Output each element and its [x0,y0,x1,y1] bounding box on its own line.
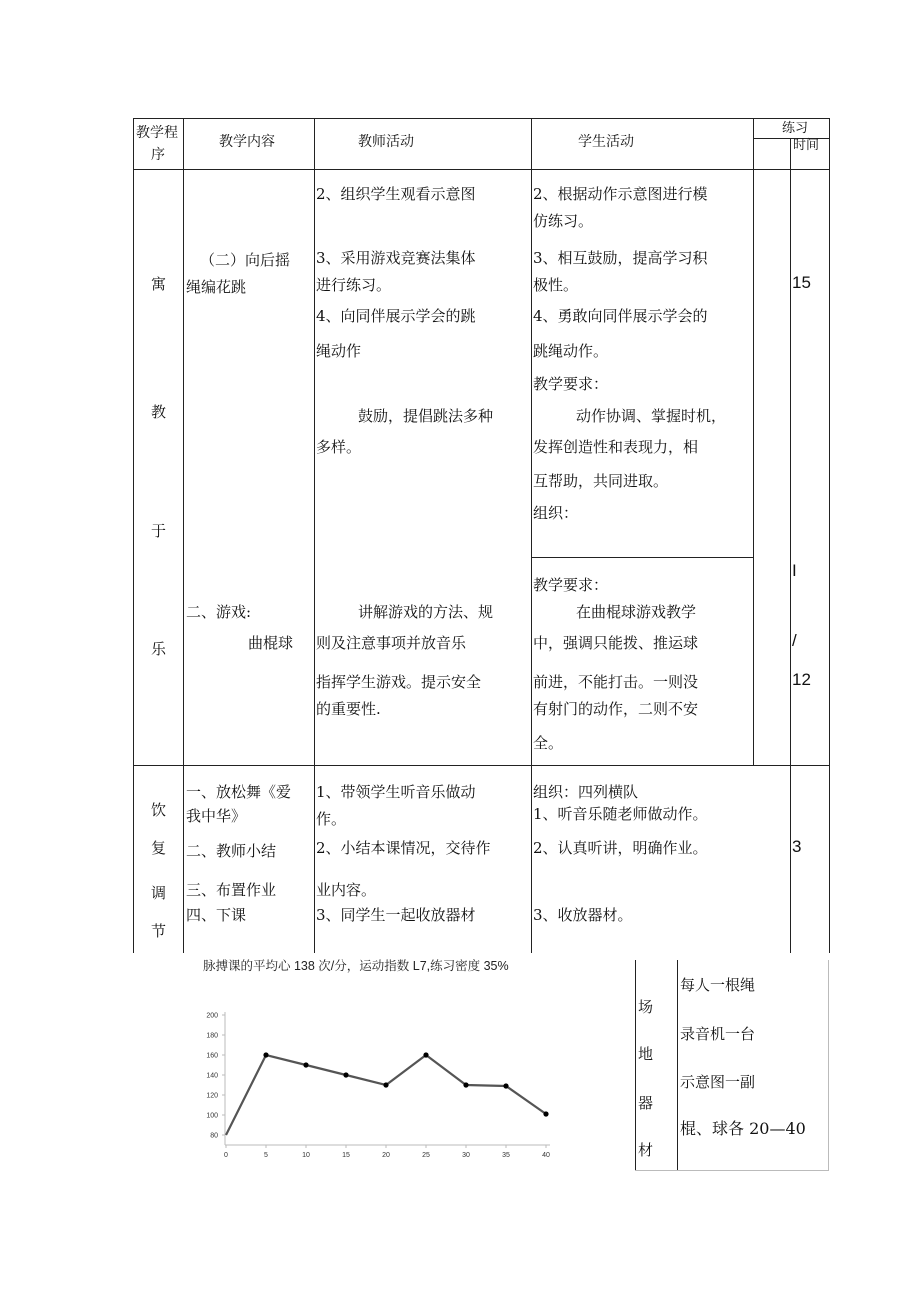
x-tick-label: 5 [264,1152,268,1159]
phase-char-4: 乐 [151,640,167,658]
col-line-1 [183,118,184,953]
data-point [343,1072,348,1077]
student-line: 1、听音乐随老师做动作。 [533,805,708,823]
x-tick-label: 30 [462,1152,470,1159]
teacher-line: 绳动作 [316,342,362,360]
teacher-line: 指挥学生游戏。提示安全 [316,673,482,691]
equipment-item: 棍、球各 20—40 [680,1119,806,1138]
data-point [423,1052,428,1057]
phase-char-1: 饮 [151,801,167,819]
equipment-border-right [828,960,829,1171]
student-line: 组织：四列横队 [533,783,639,801]
teacher-line: 则及注意事项并放音乐 [316,634,467,652]
student-line: 极性。 [533,276,579,294]
y-tick-label: 100 [206,1112,218,1120]
student-subdivider-line [531,557,753,558]
student-line: 全。 [533,734,564,752]
teacher-line: 4、向同伴展示学会的跳 [316,307,476,325]
student-line: 仿练习。 [533,212,594,230]
content-item-2b: 曲棍球 [248,634,294,652]
equipment-item: 示意图一副 [680,1073,756,1091]
x-tick-label: 20 [382,1152,390,1159]
x-tick-label: 40 [542,1152,550,1159]
table-border-top [133,118,830,119]
phase-char-4: 节 [151,922,167,940]
col-line-3 [531,118,532,953]
equipment-border-bottom [635,1170,829,1171]
y-tick-label: 80 [210,1132,218,1140]
y-tick-label: 180 [206,1032,218,1040]
x-tick-label: 25 [422,1152,430,1159]
content-line: 我中华》 [186,807,247,825]
student-line: 2、认真听讲，明确作业。 [533,839,708,857]
x-tick-label: 35 [502,1152,510,1159]
equipment-item: 录音机一台 [680,1025,756,1043]
section-divider-line [133,765,830,766]
equipment-divider [677,960,678,1171]
student-line: 3、收放器材。 [533,906,633,924]
teacher-line: 3、采用游戏竞赛法集体 [316,249,476,267]
equipment-label-char: 场 [638,998,654,1016]
equipment-label-char: 器 [638,1094,654,1112]
x-tick-label: 0 [224,1152,228,1159]
table-border-right [829,118,830,953]
phase-char-2: 教 [151,403,167,421]
data-point [503,1083,508,1088]
x-tick-label: 15 [342,1152,350,1159]
y-tick-label: 120 [206,1092,218,1100]
equipment-item: 每人一根绳 [680,976,756,994]
student-line: 2、根据动作示意图进行模 [533,185,708,203]
content-line: 三、布置作业 [186,881,277,899]
data-point [463,1082,468,1087]
student-line: 教学要求： [533,375,609,393]
student-line: 3、相互鼓励，提高学习积 [533,249,708,267]
phase-char-1: 寓 [151,275,167,293]
col-line-5 [790,138,791,953]
content-line: 一、放松舞《爱 [186,783,292,801]
student-line: 4、勇敢向同伴展示学会的 [533,307,708,325]
x-tick-label: 10 [302,1152,310,1159]
phase-char-2: 复 [151,839,167,857]
teacher-line: 业内容。 [316,881,377,899]
header-col1-line1: 教学程 [136,125,178,141]
table-border-left [133,118,134,953]
practice-time-2b: / [792,631,797,650]
col-line-4 [753,118,754,765]
data-point [383,1082,388,1087]
header-col4: 学生活动 [578,134,634,150]
phase-char-3: 调 [151,884,167,902]
data-point [263,1052,268,1057]
practice-time-1: 15 [792,273,811,292]
content-item-1a: （二）向后摇 [200,251,291,269]
content-line: 二、教师小结 [186,842,277,860]
teacher-line: 2、组织学生观看示意图 [316,185,476,203]
content-line: 四、下课 [186,906,247,924]
student-line: 有射门的动作，二则不安 [533,700,699,718]
practice-time-2a: I [792,561,797,580]
student-line: 组织： [533,504,579,522]
data-point [543,1111,548,1116]
header-col2: 教学内容 [219,134,275,150]
teacher-line: 2、小结本课情况，交待作 [316,839,491,857]
chart-title: 脉搏课的平均心 138 次/分，运动指数 L7,练习密度 35% [203,959,509,973]
header-col5-bottom: 时间 [793,137,820,152]
student-line: 中，强调只能拨、推运球 [533,634,699,652]
teacher-line: 多样。 [316,438,362,456]
header-col3: 教师活动 [358,134,414,150]
data-point [303,1062,308,1067]
content-item-2a: 二、游戏: [186,603,252,621]
teacher-line: 作。 [316,810,347,828]
teacher-line: 1、带领学生听音乐做动 [316,783,476,801]
y-tick-label: 160 [206,1052,218,1060]
header-col5-top: 练习 [782,120,809,135]
teacher-line: 进行练习。 [316,276,392,294]
equipment-label-char: 材 [638,1141,654,1159]
header-bottom-line [133,169,830,170]
equipment-border-left [635,960,636,1171]
teacher-line: 讲解游戏的方法、规 [358,603,494,621]
student-line: 教学要求： [533,576,609,594]
y-tick-label: 140 [206,1072,218,1080]
col-line-2 [314,118,315,953]
phase-char-3: 于 [151,522,167,540]
heart-rate-chart [190,995,570,1170]
student-line: 前进，不能打击。一则没 [533,673,699,691]
series-line [226,1055,546,1135]
student-line: 发挥创造性和表现力，相 [533,438,699,456]
student-line: 在曲棍球游戏教学 [576,603,697,621]
teacher-line: 鼓励，提倡跳法多种 [358,407,494,425]
practice-time-3: 3 [792,837,802,856]
student-line: 互帮助，共同进取。 [533,472,669,490]
teacher-line: 的重要性. [316,700,381,718]
student-line: 跳绳动作。 [533,342,609,360]
practice-time-2c: 12 [792,670,811,689]
header-col1-line2: 序 [151,147,165,163]
y-tick-label: 200 [206,1012,218,1020]
equipment-label-char: 地 [638,1045,654,1063]
teacher-line: 3、同学生一起收放器材 [316,906,476,924]
student-line: 动作协调、掌握时机， [576,407,727,425]
content-item-1b: 绳编花跳 [186,278,247,296]
